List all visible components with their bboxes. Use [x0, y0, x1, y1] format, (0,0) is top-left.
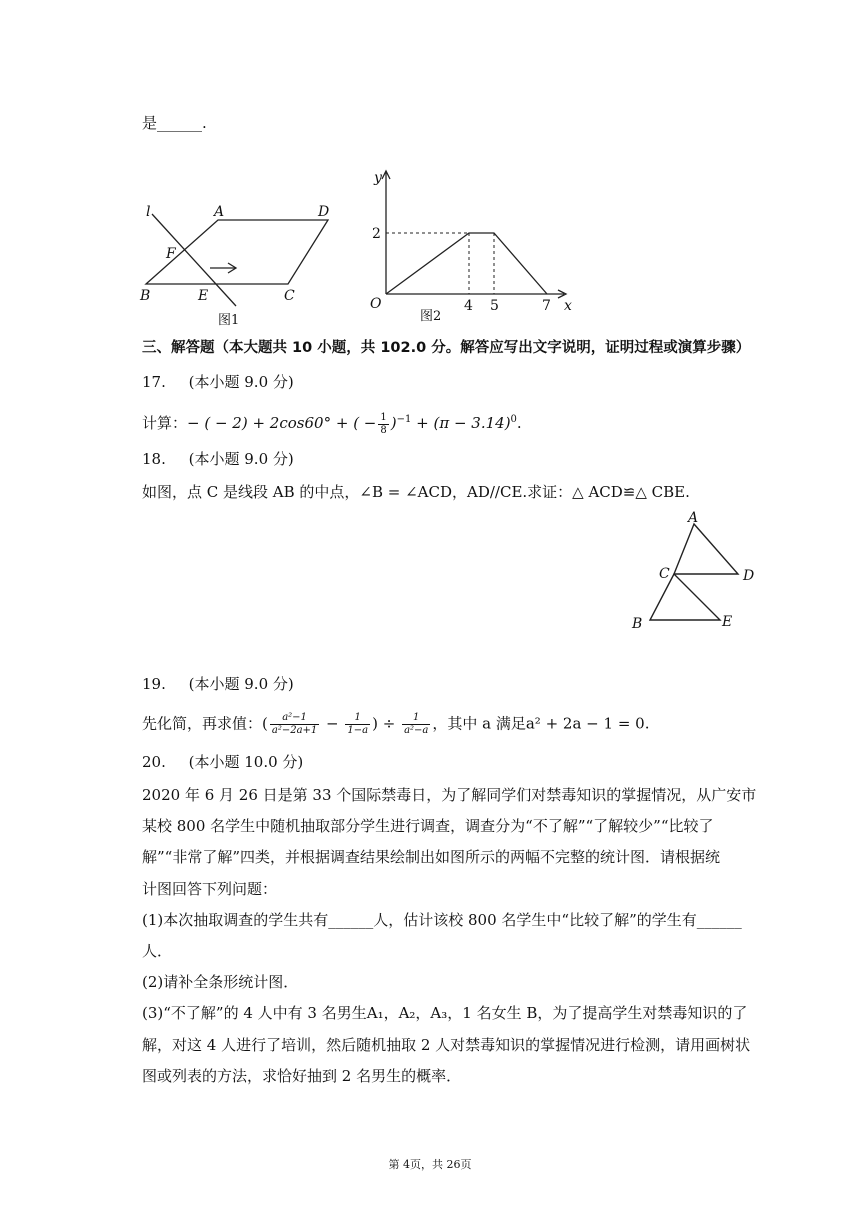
q17-exp0: 0 [510, 414, 517, 425]
q19-expression [142, 712, 649, 737]
q17-expr-c: ) [390, 414, 397, 432]
q17-expr-d: + (π − 3.14) [411, 414, 511, 432]
fig1-caption: 图1 [218, 313, 240, 328]
q17-score: (本小题 9.0 分) [188, 373, 294, 391]
fig2-caption: 图2 [420, 309, 442, 324]
q18-label-e: E [722, 614, 733, 630]
q20-score: (本小题 10.0 分) [188, 753, 304, 771]
q20-body [142, 780, 757, 1092]
tick-5: 5 [490, 298, 499, 314]
q17-frac-den: 8 [380, 424, 387, 436]
figure-1 [138, 198, 348, 328]
q17-number: 17. [142, 373, 166, 391]
q18-number: 18. [142, 450, 166, 468]
q19-f1-den: a²−2a+1 [271, 725, 318, 736]
q19-f2-den: 1−a [347, 725, 369, 736]
q18-text: 如图，点 C 是线段 AB 的中点，∠B = ∠ACD，AD//CE.求证：△ ACD≌△ CBE. [142, 483, 690, 501]
q19-div: ) ÷ [372, 714, 401, 733]
section-heading: 三、解答题（本大题共 10 小题，共 102.0 分。解答应写出文字说明，证明过程或演算步骤） [142, 340, 751, 356]
q20-line: 解，对这 4 人进行了培训，然后随机抽取 2 人对禁毒知识的掌握情况进行检测，请用画树状 [142, 1035, 751, 1054]
q17-header [142, 372, 294, 392]
q20-line: 图或列表的方法，求恰好抽到 2 名男生的概率． [142, 1066, 462, 1085]
q18-figure [622, 508, 772, 632]
q19-fraction-1 [270, 712, 319, 737]
q18-score: (本小题 9.0 分) [188, 450, 294, 468]
label-e: E [198, 288, 209, 304]
q20-line: (1)本次抽取调查的学生共有______人，估计该校 800 名学生中“比较了解”的学生有______ [142, 910, 742, 929]
q19-f2-num: 1 [345, 712, 370, 725]
q19-header [142, 674, 294, 694]
q19-f3-num: 1 [402, 712, 430, 725]
figure-2 [364, 166, 584, 326]
tick-4: 4 [464, 298, 473, 314]
label-o: O [370, 296, 382, 312]
q18-label-d: D [743, 568, 755, 584]
q19-f3-den: a²−a [404, 725, 429, 736]
q17-expr-a: − ( − 2) + 2 [187, 414, 280, 432]
q17-fraction [378, 412, 388, 437]
q19-number: 19. [142, 675, 166, 693]
line-l [152, 214, 236, 306]
q17-expression [142, 410, 522, 437]
q19-minus: − [321, 714, 344, 733]
q17-expr-b: 60° + ( − [304, 414, 377, 432]
label-a: A [214, 204, 225, 220]
q17-prefix: 计算： [142, 414, 188, 432]
q17-frac-num: 1 [380, 411, 387, 423]
q18-header [142, 449, 294, 469]
q17-exp1: −1 [396, 414, 412, 425]
q18-label-a: A [688, 510, 699, 526]
q20-header [142, 752, 303, 772]
label-x: x [564, 298, 572, 314]
q20-line: 解”“非常了解”四类，并根据调查结果绘制出如图所示的两幅不完整的统计图．请根据统 [142, 848, 721, 867]
label-f: F [166, 246, 176, 262]
q19-prefix: 先化简，再求值：( [142, 714, 268, 733]
label-c: C [284, 288, 295, 304]
q17-end: . [516, 414, 522, 432]
q19-suffix: ，其中 a 满足a² + 2a − 1 = 0. [432, 714, 650, 733]
q20-line: 2020 年 6 月 26 日是第 33 个国际禁毒日，为了解同学们对禁毒知识的掌握情况，从广安市 [142, 786, 757, 804]
q19-fraction-2 [345, 712, 370, 737]
triangle-acd [674, 524, 738, 574]
q19-f1-num: a²−1 [270, 712, 319, 725]
label-d: D [318, 204, 330, 220]
q20-line: 某校 800 名学生中随机抽取部分学生进行调查，调查分为“不了解”“了解较少”“比较了 [142, 817, 714, 836]
page-footer: 第 4页，共 26页 [388, 1158, 472, 1171]
q20-number: 20. [142, 753, 166, 771]
label-y: y [374, 170, 382, 186]
q17-cos: cos [279, 414, 305, 432]
tick-2: 2 [372, 226, 381, 242]
q19-fraction-3 [402, 712, 430, 737]
answer-blank-line: 是______. [142, 114, 207, 132]
q18-label-b: B [632, 616, 643, 632]
label-b: B [140, 288, 151, 304]
label-l: l [146, 204, 151, 220]
q19-score: (本小题 9.0 分) [188, 675, 294, 693]
q20-line: (2)请补全条形统计图． [142, 973, 299, 992]
function-graph [386, 233, 547, 294]
q20-line: 人． [142, 942, 173, 961]
q20-line: (3)“不了解”的 4 人中有 3 名男生A₁，A₂，A₃，1 名女生 B，为了提高学生对禁毒知识的了 [142, 1004, 748, 1023]
tick-7: 7 [542, 298, 551, 314]
q20-line: 计图回答下列问题： [142, 879, 278, 898]
q18-label-c: C [659, 566, 670, 582]
